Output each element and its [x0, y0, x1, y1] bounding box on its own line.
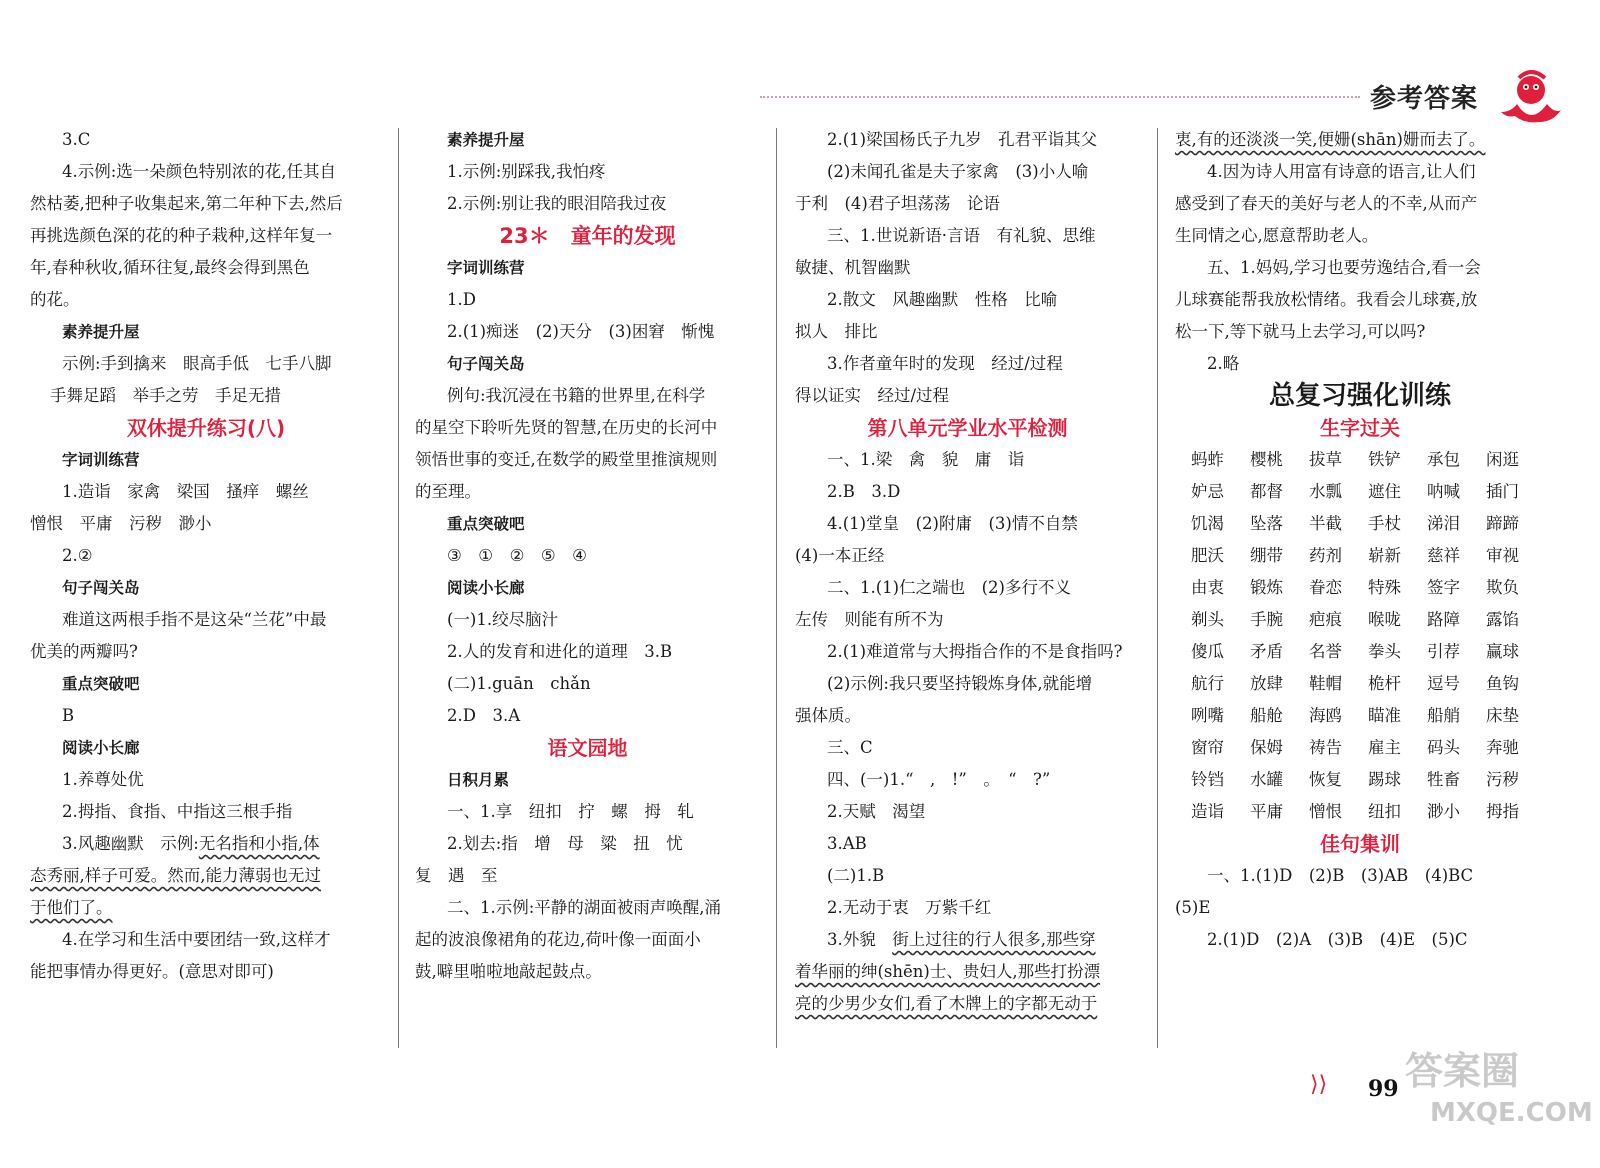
vocab-word: 疤痕 — [1309, 610, 1342, 629]
vocab-word: 码头 — [1427, 738, 1460, 757]
vocab-word: 妒忌 — [1191, 482, 1224, 501]
vocab-word: 涕泪 — [1427, 514, 1460, 533]
answer-line: 五、1.妈妈,学习也要劳逸结合,看一会 — [1207, 258, 1481, 277]
answer-line — [30, 892, 382, 924]
answer-line: (2)未闻孔雀是夫子家禽 (3)小人喻 — [827, 162, 1089, 181]
vocab-word: 眷恋 — [1309, 578, 1342, 597]
vocab-word: 名誉 — [1309, 642, 1342, 661]
answer-line: 4.示例:选一朵颜色特别浓的花,任其自 — [62, 162, 337, 181]
vocab-word: 航行 — [1191, 674, 1224, 693]
subsection-heading: 重点突破吧 — [62, 675, 140, 693]
vocab-word: 蚂蚱 — [1191, 450, 1224, 469]
answer-line: 的花。 — [30, 290, 80, 309]
answer-line: 的至理。 — [415, 482, 481, 501]
vocab-word: 坠落 — [1250, 514, 1283, 533]
vocab-word: 崭新 — [1368, 546, 1401, 565]
answer-line: 生同情之心,愿意帮助老人。 — [1175, 226, 1379, 245]
vocab-word: 手杖 — [1368, 514, 1401, 533]
column-3 — [795, 124, 1140, 1020]
answer-line: 一、1.梁 禽 貌 庸 诣 — [827, 450, 1025, 469]
lesson-title: 23＊ 童年的发现 — [499, 224, 676, 248]
subsection-heading: 字词训练营 — [62, 451, 140, 469]
vocab-word: 船舱 — [1250, 706, 1283, 725]
vocab-word: 逗号 — [1427, 674, 1460, 693]
vocab-word: 床垫 — [1486, 706, 1519, 725]
answer-line: 3.AB — [827, 834, 867, 853]
vocab-word: 特殊 — [1368, 578, 1401, 597]
vocab-word: 绷带 — [1250, 546, 1283, 565]
answer-line: 2.(1)难道常与大拇指合作的不是食指吗? — [827, 642, 1123, 661]
answer-line: 四、(一)1.“ , !” 。 “ ?” — [827, 770, 1051, 789]
column-1 — [30, 124, 382, 988]
answer-line: 示例:手到擒来 眼高手低 七手八脚 — [62, 354, 332, 373]
answer-line: 4.(1)堂皇 (2)附庸 (3)情不自禁 — [827, 514, 1078, 533]
answer-line: 2.无动于衷 万紫千红 — [827, 898, 992, 917]
answer-line — [795, 956, 1140, 988]
page-number: 99 — [1368, 1076, 1399, 1102]
vocab-word: 露馅 — [1486, 610, 1519, 629]
vocab-word: 鞋帽 — [1309, 674, 1342, 693]
column-divider — [398, 128, 399, 1048]
vocab-word: 水瓢 — [1309, 482, 1342, 501]
answer-line: 年,春种秋收,循环往复,最终会得到黑色 — [30, 258, 310, 277]
answer-text: 3.外貌 — [827, 930, 893, 949]
answer-line: 4.因为诗人用富有诗意的语言,让人们 — [1207, 162, 1476, 181]
answer-line: 2.划去:指 增 母 粱 扭 忧 — [447, 834, 683, 853]
answer-text: 3.风趣幽默 示例: — [62, 834, 199, 853]
answer-line: (5)E — [1175, 898, 1211, 917]
vocab-word: 赢球 — [1486, 642, 1519, 661]
answer-line: 4.在学习和生活中要团结一致,这样才 — [62, 930, 331, 949]
answer-line: 2.B 3.D — [827, 482, 901, 501]
section-heading: 生字过关 — [1320, 416, 1400, 440]
answer-line: 三、1.世说新语·言语 有礼貌、思维 — [827, 226, 1096, 245]
review-title: 总复习强化训练 — [1268, 381, 1451, 411]
section-heading: 语文园地 — [547, 736, 628, 760]
page-number-decoration: ⟩⟩ — [1310, 1072, 1328, 1097]
vocab-word: 傻瓜 — [1191, 642, 1224, 661]
vocab-word: 插门 — [1486, 482, 1519, 501]
vocab-word: 祷告 — [1309, 738, 1342, 757]
answer-line: 二、1.示例:平静的湖面被雨声唤醒,涌 — [447, 898, 722, 917]
column-4 — [1175, 124, 1545, 956]
vocab-word: 遮住 — [1368, 482, 1401, 501]
answer-line: 的星空下聆听先贤的智慧,在历史的长河中 — [415, 418, 718, 437]
vocab-word: 拔草 — [1309, 450, 1342, 469]
subsection-heading: 句子闯关岛 — [447, 355, 525, 373]
answer-line: 强体质。 — [795, 706, 861, 725]
answer-line: ③ ① ② ⑤ ④ — [447, 546, 587, 565]
vocab-word: 铁铲 — [1368, 450, 1401, 469]
vocab-word: 污秽 — [1486, 770, 1519, 789]
vocab-word: 憎恨 — [1309, 802, 1342, 821]
answer-line: 起的波浪像裙角的花边,荷叶像一面面小 — [415, 930, 701, 949]
answer-line: 2.示例:别让我的眼泪陪我过夜 — [447, 194, 667, 213]
answer-line: (二)1.guān chǎn — [447, 674, 591, 693]
vocab-word: 鱼钩 — [1486, 674, 1519, 693]
answer-line: 鼓,噼里啪啦地敲起鼓点。 — [415, 962, 602, 981]
subsection-heading: 重点突破吧 — [447, 515, 525, 533]
vocab-word: 半截 — [1309, 514, 1342, 533]
answer-line: 2.(1)D (2)A (3)B (4)E (5)C — [1207, 930, 1468, 949]
header-title: 参考答案 — [1370, 84, 1479, 114]
vocab-word: 造诣 — [1191, 802, 1224, 821]
answer-line — [795, 924, 1140, 956]
subsection-heading: 句子闯关岛 — [62, 579, 140, 597]
watermark-logo: 答案圈 — [1405, 1049, 1520, 1093]
vocab-word: 剃头 — [1191, 610, 1224, 629]
answer-line: 2.D 3.A — [447, 706, 521, 725]
vocab-word: 咧嘴 — [1191, 706, 1224, 725]
answer-line: 憎恨 平庸 污秽 渺小 — [30, 514, 212, 533]
vocab-word: 水罐 — [1250, 770, 1283, 789]
answer-line: 于利 (4)君子坦荡荡 论语 — [795, 194, 1000, 213]
answer-line: (4)一本正经 — [795, 546, 885, 565]
answer-line: 一、1.享 纽扣 拧 螺 拇 轧 — [447, 802, 694, 821]
vocab-word: 奔驰 — [1486, 738, 1519, 757]
vocab-word: 审视 — [1486, 546, 1519, 565]
answer-line: 2.② — [62, 546, 93, 565]
answer-line: 2.天赋 渴望 — [827, 802, 926, 821]
answer-line: 手舞足蹈 举手之劳 手足无措 — [50, 386, 281, 405]
answer-line: 一、1.(1)D (2)B (3)AB (4)BC — [1207, 866, 1474, 885]
vocab-word: 矛盾 — [1250, 642, 1283, 661]
answer-line: 3.作者童年时的发现 经过/过程 — [827, 354, 1063, 373]
vocab-word: 渺小 — [1427, 802, 1460, 821]
answer-line — [30, 860, 382, 892]
answer-line: 例句:我沉浸在书籍的世界里,在科学 — [447, 386, 706, 405]
vocab-word: 呐喊 — [1427, 482, 1460, 501]
answer-line: B — [62, 706, 75, 725]
answer-line: 2.略 — [1207, 354, 1240, 373]
answer-line: 拟人 排比 — [795, 322, 878, 341]
subsection-heading: 素养提升屋 — [62, 323, 140, 341]
mascot-icon — [1495, 70, 1565, 126]
section-heading: 第八单元学业水平检测 — [867, 416, 1068, 440]
vocab-word: 纽扣 — [1368, 802, 1401, 821]
answer-line: 敏捷、机智幽默 — [795, 258, 911, 277]
vocab-word: 瞄准 — [1368, 706, 1401, 725]
vocab-word: 欺负 — [1486, 578, 1519, 597]
vocab-word: 引荐 — [1427, 642, 1460, 661]
header-dotted-line — [760, 96, 1360, 98]
vocab-word: 都督 — [1250, 482, 1283, 501]
answer-line: 得以证实 经过/过程 — [795, 386, 950, 405]
vocab-word: 承包 — [1427, 450, 1460, 469]
vocab-word: 闲逛 — [1486, 450, 1519, 469]
answer-line: (二)1.B — [827, 866, 885, 885]
underlined-text: 无名指和小指,体 — [198, 834, 320, 853]
answer-line: 2.(1)痴迷 (2)天分 (3)困窘 惭愧 — [447, 322, 715, 341]
subsection-heading: 阅读小长廊 — [62, 739, 140, 757]
page-header — [760, 70, 1600, 130]
answer-line: 左传 则能有所不为 — [795, 610, 944, 629]
subsection-heading: 素养提升屋 — [447, 131, 525, 149]
vocab-word: 樱桃 — [1250, 450, 1283, 469]
answer-line — [1175, 124, 1545, 156]
underlined-text: 着华丽的绅(shēn)士、贵妇人,那些打扮漂 — [795, 962, 1101, 981]
answer-line — [795, 988, 1140, 1020]
answer-line: 难道这两根手指不是这朵“兰花”中最 — [62, 610, 327, 629]
answer-line: 1.造诣 家禽 梁国 搔痒 螺丝 — [62, 482, 309, 501]
answer-line: 1.示例:别踩我,我怕疼 — [447, 162, 606, 181]
subsection-heading: 阅读小长廊 — [447, 579, 525, 597]
vocab-word: 肥沃 — [1191, 546, 1224, 565]
vocab-word: 饥渴 — [1191, 514, 1224, 533]
column-divider — [776, 128, 777, 1048]
vocab-word: 手腕 — [1250, 610, 1283, 629]
vocab-word: 喉咙 — [1368, 610, 1401, 629]
vocab-word: 路障 — [1427, 610, 1460, 629]
answer-line: 复 遇 至 — [415, 866, 498, 885]
column-divider — [1157, 128, 1158, 1048]
underlined-text: 衷,有的还淡淡一笑,便姗(shān)姗而去了。 — [1175, 130, 1486, 149]
answer-line — [30, 828, 382, 860]
answer-line: 2.(1)梁国杨氏子九岁 孔君平诣其父 — [827, 130, 1098, 149]
vocab-word: 铃铛 — [1191, 770, 1224, 789]
vocab-word: 窗帘 — [1191, 738, 1224, 757]
vocab-word: 踢球 — [1368, 770, 1401, 789]
answer-line: 1.养尊处优 — [62, 770, 144, 789]
answer-line: 2.人的发育和进化的道理 3.B — [447, 642, 673, 661]
underlined-text: 亮的少男少女们,看了木牌上的字都无动于 — [795, 994, 1098, 1013]
vocab-word: 桅杆 — [1368, 674, 1401, 693]
vocab-word: 恢复 — [1309, 770, 1342, 789]
vocab-word: 签字 — [1427, 578, 1460, 597]
answer-line: 领悟世事的变迁,在数学的殿堂里推演规则 — [415, 450, 718, 469]
answer-line: 2.散文 风趣幽默 性格 比喻 — [827, 290, 1058, 309]
vocab-word: 平庸 — [1250, 802, 1283, 821]
answer-line: 能把事情办得更好。(意思对即可) — [30, 962, 274, 981]
vocab-word: 海鸥 — [1309, 706, 1342, 725]
answer-line: 三、C — [827, 738, 873, 757]
answer-line: 二、1.(1)仁之端也 (2)多行不义 — [827, 578, 1071, 597]
vocab-word: 雇主 — [1368, 738, 1401, 757]
answer-line: 2.拇指、食指、中指这三根手指 — [62, 802, 293, 821]
watermark-url: MXQE.COM — [1430, 1098, 1593, 1128]
vocab-word: 慈祥 — [1427, 546, 1460, 565]
answer-line: 松一下,等下就马上去学习,可以吗? — [1175, 322, 1426, 341]
vocab-word: 锻炼 — [1250, 578, 1283, 597]
vocab-word: 拳头 — [1368, 642, 1401, 661]
answer-line: 优美的两瓣吗? — [30, 642, 138, 661]
vocab-word: 拇指 — [1486, 802, 1519, 821]
vocab-word: 放肆 — [1250, 674, 1283, 693]
underlined-text: 态秀丽,样子可爱。然而,能力薄弱也无过 — [30, 866, 321, 885]
vocab-word: 药剂 — [1309, 546, 1342, 565]
vocab-word: 由衷 — [1191, 578, 1224, 597]
vocab-word: 牲畜 — [1427, 770, 1460, 789]
subsection-heading: 日积月累 — [447, 771, 510, 789]
answer-line: 3.C — [62, 130, 91, 149]
section-heading: 佳句集训 — [1320, 832, 1400, 856]
word-grid — [1175, 444, 1545, 828]
underlined-text: 街上过往的行人很多,那些穿 — [892, 930, 1096, 949]
section-heading: 双休提升练习(八) — [126, 416, 286, 440]
answer-line: 儿球赛能帮我放松情绪。我看会儿球赛,放 — [1175, 290, 1478, 309]
answer-line: 然枯萎,把种子收集起来,第二年种下去,然后 — [30, 194, 343, 213]
underlined-text: 于他们了。 — [30, 898, 113, 917]
column-2 — [415, 124, 760, 988]
answer-line: 感受到了春天的美好与老人的不幸,从而产 — [1175, 194, 1478, 213]
vocab-word: 保姆 — [1250, 738, 1283, 757]
vocab-word: 船艄 — [1427, 706, 1460, 725]
subsection-heading: 字词训练营 — [447, 259, 525, 277]
vocab-word: 蹄蹄 — [1486, 514, 1519, 533]
answer-line: 1.D — [447, 290, 476, 309]
answer-line: (2)示例:我只要坚持锻炼身体,就能增 — [827, 674, 1093, 693]
answer-line: (一)1.绞尽脑汁 — [447, 610, 559, 629]
answer-line: 再挑选颜色深的花的种子栽种,这样年复一 — [30, 226, 333, 245]
